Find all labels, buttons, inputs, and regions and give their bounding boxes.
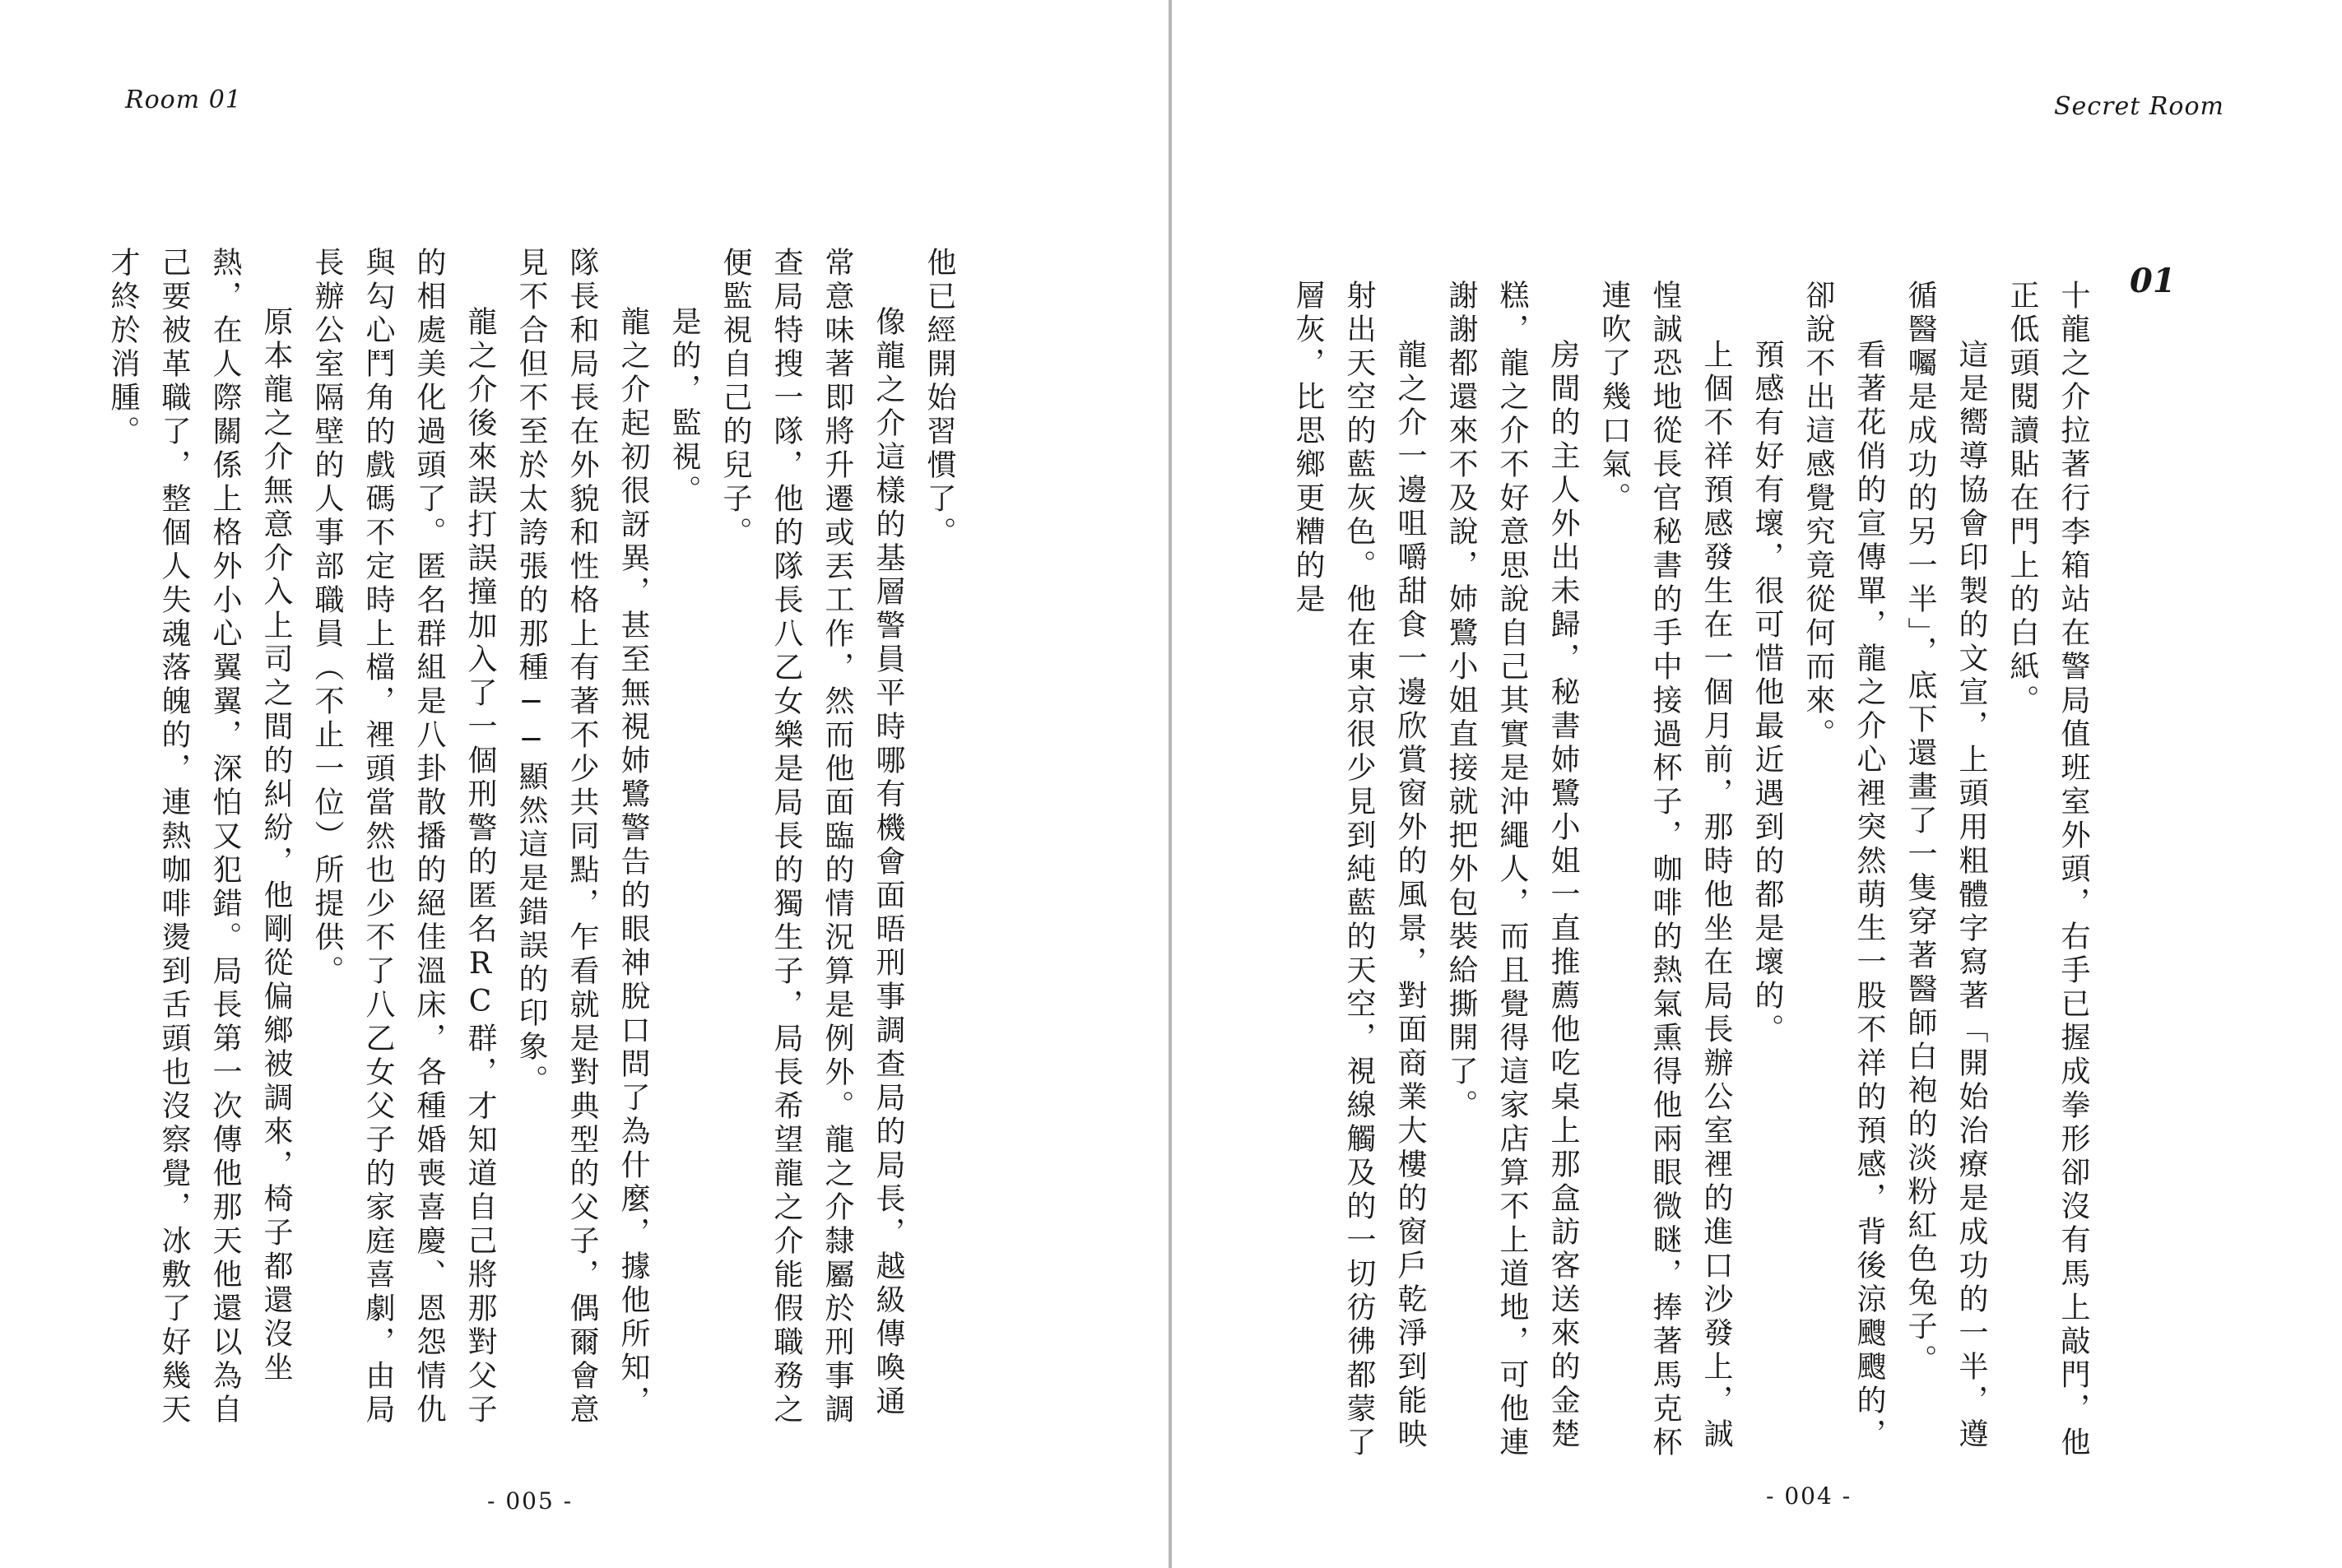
book-gutter <box>1169 0 1172 1568</box>
page-number-left: - 005 - <box>487 1487 574 1515</box>
paragraph: 房間的主人外出未歸，秘書姉鷺小姐一直推薦他吃桌上那盒訪客送來的金楚糕，龍之介不好意思說自己其實是沖繩人，而且覺得這家店算不上道地，可他連謝謝都還來不及說，姉鷺小姐直接就把外包裝給撕開了。 <box>1444 280 1580 1460</box>
right-page <box>1175 0 2342 1568</box>
body-text-left <box>106 247 964 1440</box>
paragraph: 上個不祥預感發生在一個月前，那時他坐在局長辦公室裡的進口沙發上，誠惶誠恐地從長官秘書的手中接過杯子，咖啡的熱氣熏得他兩眼微瞇，捧著馬克杯連吹了幾口氣。 <box>1597 280 1733 1460</box>
paragraph: 這是嚮導協會印製的文宣，上頭用粗體字寫著「開始治療是成功的一半，遵循醫囑是成功的另一半」，底下還畫了一隻穿著醫師白袍的淡粉紅色兔子。 <box>1903 280 1988 1452</box>
running-head-right: Secret Room <box>2054 92 2224 121</box>
paragraph: 預感有好有壞，很可惜他最近遇到的都是壞的。 <box>1750 339 1784 1047</box>
page-number-right: - 004 - <box>1766 1482 1852 1510</box>
running-head-left: Room 01 <box>125 86 242 114</box>
paragraph: 原本龍之介無意介入上司之間的糾紛，他剛從偏鄉被調來，椅子都還沒坐熱，在人際關係上格外小心翼翼，深怕又犯錯。局長第一次傳他那天他還以為自己要被革職了，整個人失魂落魄的，連熱咖啡燙到舌頭也沒察覺，冰敷了好幾天才終於消腫。 <box>106 247 293 1427</box>
left-page <box>0 0 1169 1568</box>
paragraph: 是的，監視。 <box>667 306 701 508</box>
body-text-right <box>1291 280 2098 1473</box>
paragraph: 十龍之介拉著行李箱站在警局值班室外頭，右手已握成拳形卻沒有馬上敲門，他正低頭閱讀貼在門上的白紙。 <box>2005 280 2090 1460</box>
paragraph: 像龍之介這樣的基層警員平時哪有機會面晤刑事調查局的局長，越級傳喚通常意味著即將升遷或丟工作，然而他面臨的情況算是例外。龍之介隸屬於刑事調查局特搜一隊，他的隊長八乙女樂是局長的獨生子，局長希望龍之介能假職務之便監視自己的兒子。 <box>718 247 905 1427</box>
paragraph: 龍之介後來誤打誤撞加入了一個刑警的匿名RC群，才知道自己將那對父子的相處美化過頭了。匿名群組是八卦散播的絕佳溫床，各種婚喪喜慶、恩怨情仇與勾心鬥角的戲碼不定時上檔，裡頭當然也少不了八乙女父子的家庭喜劇，由局長辦公室隔壁的人事部職員（不止一位）所提供。 <box>310 247 497 1427</box>
paragraph: 龍之介一邊咀嚼甜食一邊欣賞窗外的風景，對面商業大樓的窗戶乾淨到能映射出天空的藍灰色。他在東京很少見到純藍的天空，視線觸及的一切彷彿都蒙了層灰，比思鄉更糟的是 <box>1291 280 1427 1460</box>
paragraph: 看著花俏的宣傳單，龍之介心裡突然萌生一股不祥的預感，背後涼颼颼的，卻說不出這感覺究竟從何而來。 <box>1801 280 1886 1452</box>
chapter-number: 01 <box>2130 262 2176 300</box>
paragraph: 他已經開始習慣了。 <box>922 247 956 550</box>
paragraph: 龍之介起初很訝異，甚至無視姉鷺警告的眼神脫口問了為什麼，據他所知，隊長和局長在外貌和性格上有著不少共同點，乍看就是對典型的父子，偶爾會意見不合但不至於太誇張的那種──顯然這是錯誤的印象。 <box>514 247 650 1427</box>
